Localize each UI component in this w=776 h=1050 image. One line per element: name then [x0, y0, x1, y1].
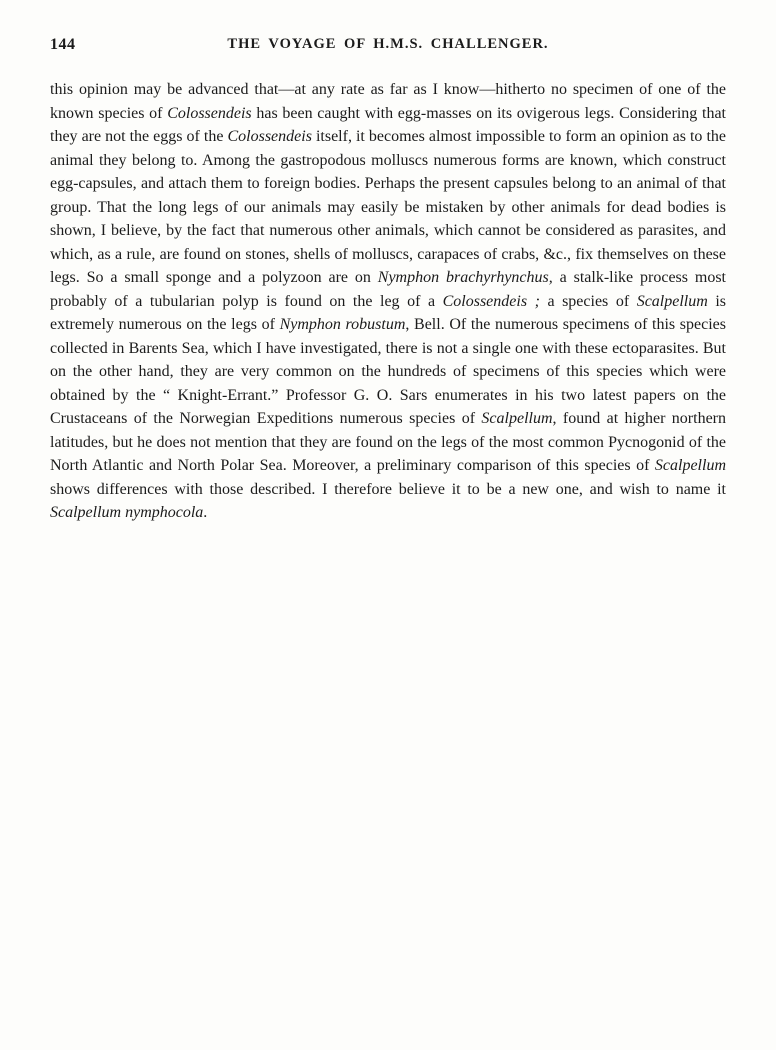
taxon-name: Scalpellum — [481, 410, 553, 427]
taxon-name: Nymphon robustum — [279, 316, 406, 333]
body-paragraph — [50, 78, 726, 525]
page-header — [50, 36, 726, 58]
taxon-name: Colossendeis — [227, 128, 312, 145]
text-run: this opinion may be advanced that—at any rate as far as I know—hitherto no specimen of one of the known species of — [50, 81, 726, 122]
text-run: a species of — [539, 292, 637, 310]
running-title: THE VOYAGE OF H.M.S. CHALLENGER. — [227, 36, 549, 52]
page-body — [50, 78, 726, 525]
text-run: , found at higher northern latitudes, but he does not mention that they are found on the legs of the most common Pycnogonid of the North Atlantic and North Polar Sea. Moreover, a preliminary comparison of this species of — [50, 410, 727, 474]
text-run: , Bell. Of the numerous specimens of this species collected in Barents Sea, which I have investigated, there is not a single one with these ectoparasites. But on the other hand, they are very common on the hundreds of specimens of this species which were obtained by the “ Knight-Errant.” Professor G. O. Sars enumerates in his two latest papers on the Crustaceans of the Norwegian Expeditions numerous species of — [50, 316, 726, 427]
text-run: . — [203, 504, 208, 521]
text-run: is extremely numerous on the legs of — [50, 292, 727, 333]
taxon-name: Colossendeis — [167, 104, 252, 122]
taxon-name: Scalpellum — [654, 457, 726, 474]
taxon-name: Colossendeis ; — [442, 292, 540, 310]
page-number: 144 — [50, 36, 76, 53]
text-run: has been caught with egg-masses on its ovigerous legs. Considering that they are not the eggs of the — [50, 104, 726, 145]
taxon-name: Scalpellum nymphocola — [50, 504, 204, 521]
text-run: shows differences with those described. I therefore believe it to be a new one, and wish to name it — [50, 480, 726, 498]
taxon-name: Nymphon brachyrhynchus, — [377, 269, 553, 286]
text-run: a stalk-like process most probably of a tubularian polyp is found on the leg of a — [50, 269, 726, 310]
text-run: itself, it becomes almost impossible to form an opinion as to the animal they belong to. Among the gastropodous molluscs numerous forms are known, which construct egg-capsules, and attach them to foreign bodies. Perhaps the present capsules belong to an animal of that group. That the long legs of our animals may easily be mistaken by other animals for dead bodies is shown, I believe, by the fact that numerous other animals, which cannot be considered as parasites, and which, as a rule, are found on stones, shells of molluscs, carapaces of crabs, &c., fix themselves on these legs. So a small sponge and a polyzoon are on — [50, 128, 727, 286]
taxon-name: Scalpellum — [636, 292, 708, 310]
